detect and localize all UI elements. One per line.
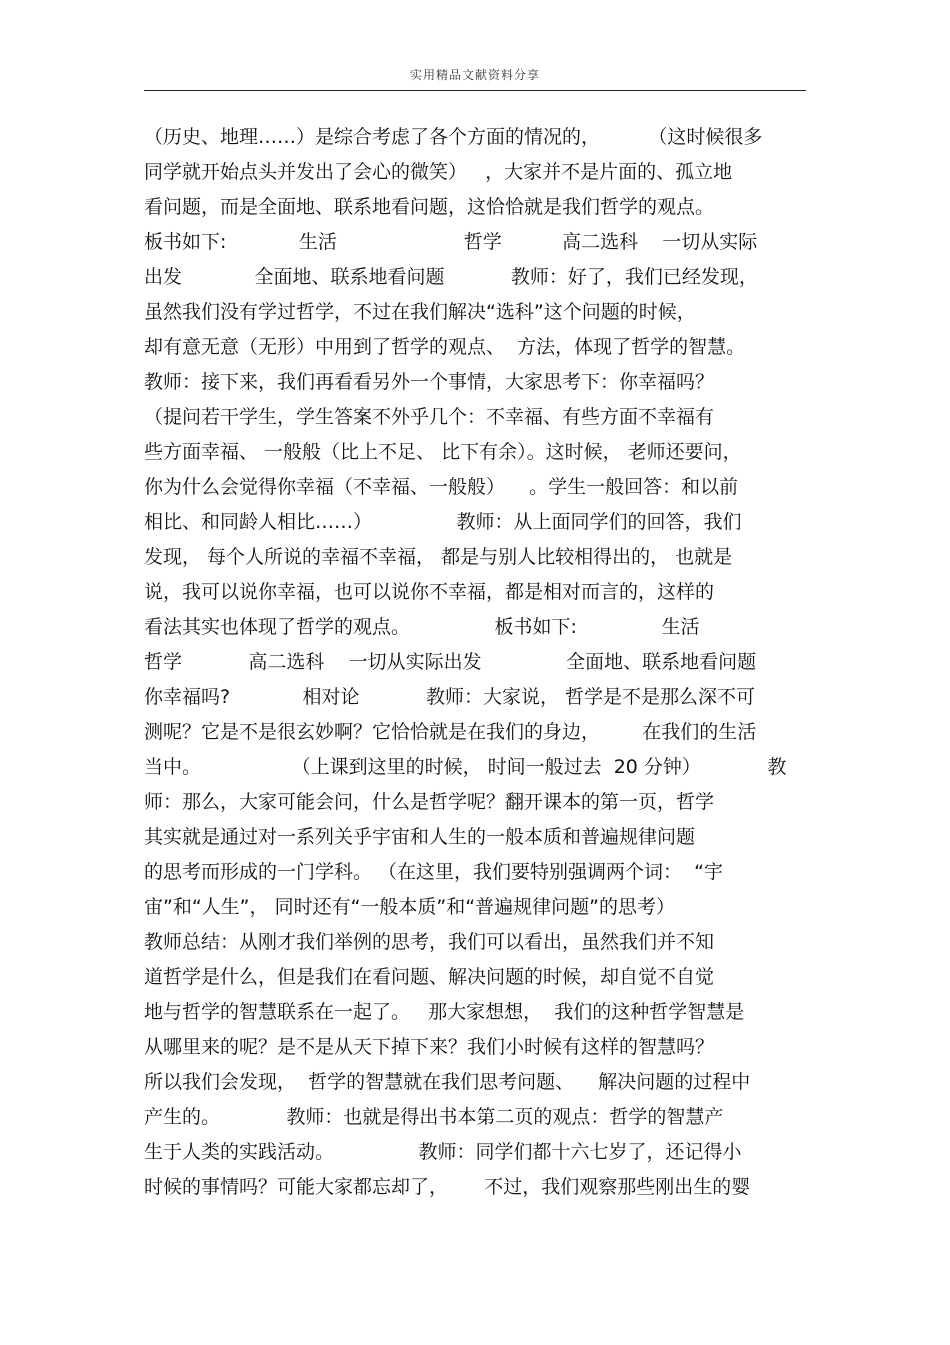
body-line: 些方面幸福、 一般般（比上不足、 比下有余）。这时候， 老师还要问， bbox=[144, 441, 742, 463]
body-line: 出发 全面地、联系地看问题 教师：好了，我们已经发现， bbox=[144, 266, 758, 288]
body-line: 的思考而形成的一门学科。 （在这里，我们要特别强调两个词： “宇 bbox=[144, 861, 723, 883]
body-line: 相比、和同龄人相比……） 教师：从上面同学们的回答，我们 bbox=[144, 511, 742, 533]
body-line: 同学就开始点头并发出了会心的微笑） ，大家并不是片面的、孤立地 bbox=[144, 161, 733, 183]
page-header: 实用精品文献资料分享 bbox=[409, 68, 540, 82]
body-line: 时候的事情吗？可能大家都忘却了， 不过，我们观察那些刚出生的婴 bbox=[144, 1176, 751, 1198]
body-line: （历史、地理……）是综合考虑了各个方面的情况的， （这时候很多 bbox=[144, 126, 763, 148]
body-line: 测呢？它是不是很玄妙啊？它恰恰就是在我们的身边， 在我们的生活 bbox=[144, 721, 757, 743]
body-line: 看问题，而是全面地、联系地看问题，这恰恰就是我们哲学的观点。 bbox=[144, 196, 715, 218]
body-line: 其实就是通过对一系列关乎宇宙和人生的一般本质和普遍规律问题 bbox=[144, 826, 696, 848]
body-line: 虽然我们没有学过哲学，不过在我们解决“选科”这个问题的时候， bbox=[144, 301, 696, 323]
body-line: 当中。 （上课到这里的时候， 时间一般过去 20 分钟） 教 bbox=[144, 756, 787, 778]
body-line: 地与哲学的智慧联系在一起了。 那大家想想， 我们的这种哲学智慧是 bbox=[144, 1001, 745, 1023]
body-line: 道哲学是什么，但是我们在看问题、解决问题的时候，却自觉不自觉 bbox=[144, 966, 715, 988]
body-line: 说，我可以说你幸福，也可以说你不幸福，都是相对而言的，这样的 bbox=[144, 581, 715, 603]
body-line: 发现， 每个人所说的幸福不幸福， 都是与别人比较相得出的， 也就是 bbox=[144, 546, 733, 568]
body-line: 教师：接下来，我们再看看另外一个事情，大家思考下：你幸福吗？ bbox=[144, 371, 715, 393]
body-line: 看法其实也体现了哲学的观点。 板书如下: 生活 bbox=[144, 616, 700, 638]
body-line: 产生的。 教师：也就是得出书本第二页的观点：哲学的智慧产 bbox=[144, 1106, 724, 1128]
header-divider bbox=[144, 90, 806, 91]
document-body bbox=[144, 120, 824, 1205]
body-line: （提问若干学生，学生答案不外乎几个：不幸福、有些方面不幸福有 bbox=[144, 406, 715, 428]
body-line: 板书如下: 生活 哲学 高二选科 一切从实际 bbox=[144, 231, 758, 253]
body-line: 你为什么会觉得你幸福（不幸福、一般般） 。学生一般回答：和以前 bbox=[144, 476, 739, 498]
body-line: 所以我们会发现， 哲学的智慧就在我们思考问题、 解决问题的过程中 bbox=[144, 1071, 751, 1093]
body-line: 从哪里来的呢？是不是从天下掉下来？我们小时候有这样的智慧吗？ bbox=[144, 1036, 715, 1058]
body-line: 你幸福吗? 相对论 教师：大家说， 哲学是不是那么深不可 bbox=[144, 686, 756, 708]
body-line: 哲学 高二选科 一切从实际出发 全面地、联系地看问题 bbox=[144, 651, 757, 673]
body-line: 宙”和“人生”， 同时还有“一般本质”和“普遍规律问题”的思考） bbox=[144, 896, 675, 918]
body-line: 教师总结：从刚才我们举例的思考，我们可以看出，虽然我们并不知 bbox=[144, 931, 715, 953]
body-line: 却有意无意（无形）中用到了哲学的观点、 方法，体现了哲学的智慧。 bbox=[144, 336, 746, 358]
body-line: 生于人类的实践活动。 教师：同学们都十六七岁了，还记得小 bbox=[144, 1141, 742, 1163]
body-line: 师：那么，大家可能会问，什么是哲学呢？翻开课本的第一页，哲学 bbox=[144, 791, 715, 813]
